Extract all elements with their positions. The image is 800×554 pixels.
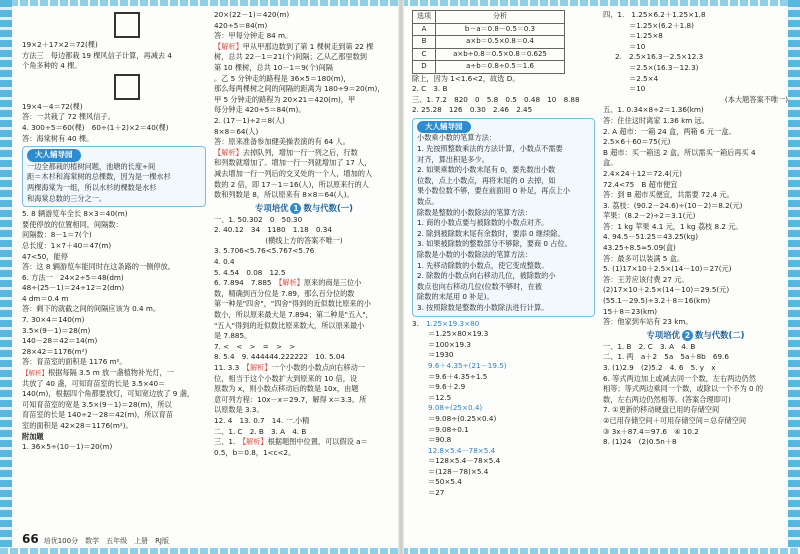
tip-line: 两棵海棠为一组，所以水杉的棵数是水杉 <box>27 182 157 192</box>
text-line: 2.5×6＋60＝75(元) <box>603 137 671 147</box>
table-row <box>413 36 565 49</box>
table-header-row <box>413 11 565 24</box>
calc-line: ＝50×5.4 <box>428 477 462 487</box>
text-line: 方法三 每边都栽 19 棵风信子计算，再减去 4 <box>22 50 172 60</box>
table-cell: D <box>413 61 436 74</box>
section-subtitle: 数与代数(二) <box>694 329 745 340</box>
explain-line: 共放了 40 盏，可知育苗室的长是 3.5×40＝ <box>22 378 166 388</box>
text-line: 3. 荔枝：(90.2－24.6)÷(10－2)＝8.2(元) <box>603 200 743 210</box>
tip-line: 一边全都栽的植树问题，池塘的长度÷间 <box>27 161 156 171</box>
explain-line: 减去增加一行一列后的交叉处的一个人，增加的人 <box>214 168 373 178</box>
square-figure <box>114 12 140 38</box>
text-line: 答：甲每分钟走 84 m。 <box>214 31 293 41</box>
answer-line: 7. < < > = > > <box>214 341 296 351</box>
explain-line: 那么每两棵树之间的间隔的距离为 180÷9＝20(m)， <box>214 84 385 94</box>
column-2 <box>214 10 394 458</box>
text-line: 6. 方法一 24×2÷5＝48(dm) <box>22 272 124 282</box>
explain-line: 和列数就增加了。增加一行一列就增加了 17 人， <box>214 158 372 168</box>
answer-line: 6. 等式两边加上或减去同一个数，左右两边仍然 <box>603 373 756 383</box>
text-line: 苹果：(8.2－2)÷2＝3.1(元) <box>603 211 696 221</box>
calc-line: ＝1.25×80×19.3 <box>428 329 489 339</box>
explain-tag: 【解析】 <box>278 278 304 288</box>
answer-text: 三、1. <box>214 437 236 447</box>
table-cell: B <box>413 36 436 49</box>
explain-line <box>214 42 394 53</box>
tip-line: 数点也向右移动几位(位数不够时，在被 <box>417 281 542 291</box>
section-number: 2 <box>682 330 693 341</box>
section-number: 1 <box>290 203 301 214</box>
table-cell: C <box>413 48 436 61</box>
section-title: 专项培优 <box>254 202 289 213</box>
explain-line: 位，相当于这个小数扩大到原来的 10 倍，设 <box>214 373 358 383</box>
explain-tag: 【解析】 <box>214 41 243 51</box>
text-line: 28×42＝1176(m²) <box>22 346 88 356</box>
answer-line: 3. 5.706<5.76<5.767<5.76 <box>214 246 315 256</box>
calc-expression: 12.8×5.4－78×5.4 <box>428 445 496 455</box>
text-line: 2. (17－1)÷2＝8(人) <box>214 115 285 125</box>
text-line: ＝1.25×(6.2＋1.8) <box>629 20 694 30</box>
text-line: 140－28＝42＝14(m) <box>22 336 98 346</box>
tip-line: 除数是整数的小数除法的笔算方法： <box>417 207 533 217</box>
explain-text: 一个小数的小数点向右移动一 <box>271 363 365 372</box>
text-line: 2. C 3. B <box>412 84 448 94</box>
text-line: 除上，因为 1<1.6<2，故选 D。 <box>412 73 520 83</box>
calc-line: ＝12.5 <box>428 392 452 402</box>
explain-text: 原来的商是三位小 <box>303 278 362 288</box>
calc-line <box>412 319 595 330</box>
explain-line: 数，精确到百分位是 7.89，那么百分位的数 <box>214 288 355 298</box>
text-line: 19×4－4＝72(棵) <box>22 101 83 111</box>
tip-title: 大人辅导园 <box>27 149 81 162</box>
tip-line: 1. 商的小数点要与被除数的小数点对齐。 <box>417 218 549 228</box>
left-border <box>0 0 12 554</box>
text-line: 答：他家到车站有 23 km。 <box>603 317 693 327</box>
text-line: 答：1 kg 苹果 4.1 元，1 kg 荔枝 8.2 元。 <box>603 221 743 231</box>
text-line: 答：育苗室的面积是 1176 m²。 <box>22 357 127 367</box>
answer-line: 二、1. 两 a＋2 5a 5a＋8b 69.6 <box>603 352 729 362</box>
explain-line: 原数为 x，则小数点移动后的数是 10x，由题 <box>214 384 359 394</box>
tip-line: 距＝木杉和海棠树的总棵数，因为是一棵水杉 <box>27 172 171 182</box>
answer-line: 4. 0.4 <box>214 257 235 267</box>
answer-line: 数，左右两边仍然相等。(答案合理即可) <box>603 394 731 404</box>
explain-line: "五入"得到的近似数比原来数大，所以原来最小 <box>214 320 365 330</box>
explain-line: 室的面积是 42×28＝1176(m²)。 <box>22 421 133 430</box>
tip-line: 3. 如果被除数的整数部分不够除，要商 0 占位。 <box>417 239 572 249</box>
tip-line: 2. 除数的小数点向右移动几位，被除数的小 <box>417 271 556 281</box>
text-line: 7. 30×4＝140(m) <box>22 315 85 325</box>
text-line: 答：最多可以装满 5 盒。 <box>603 253 685 263</box>
explain-line: 是 7.885。 <box>214 331 252 341</box>
explain-line: 意可列方程：10x－x＝29.7，解得 x＝3.3。所 <box>214 394 367 404</box>
answer-line: 3. (1)2.9 (2)5.2 4. 6 5. y x <box>603 363 716 372</box>
explain-line: 数的 2 倍，即 17－1＝16(人)，所以原来行的人 <box>214 179 369 189</box>
square-figure <box>114 74 140 100</box>
text-line: 答：剩下的就截之间的间隔应该为 0.4 m。 <box>22 304 161 314</box>
text-line: 3.5×(9－1)＝28(m) <box>22 325 91 335</box>
bonus-heading: 附加题 <box>22 431 44 441</box>
explain-line: 第一种是"四舍"，"四舍"得到的近似数比原来的小 <box>214 299 371 309</box>
text-line: ＝10 <box>629 41 646 51</box>
tip-line: 1. 先移动除数的小数点，使它变成整数。 <box>417 260 549 270</box>
table-cell: a×b÷0.8＝0.5×0.8＝0.625 <box>436 48 565 61</box>
explain-tag: 【解析】 <box>242 437 268 447</box>
text-line: 五、1. 0.34×8÷2＝1.36(km) <box>603 105 704 115</box>
section-title: 专项培优 <box>646 329 680 340</box>
explain-text: 根据每隔 3.5 m 放一盏植物补光灯，一 <box>48 368 174 378</box>
table-cell: A <box>413 23 436 36</box>
calc-line: ＝9.08÷0.1 <box>428 424 469 434</box>
tip-line: 小数乘小数的笔算方法： <box>417 133 497 143</box>
calc-expression: 9.6＋4.35÷(21－19.5) <box>428 360 507 370</box>
explain-line: 。乙 5 分钟走的路程是 36×5＝180(m)， <box>214 73 351 83</box>
text-line: 8×8＝64(人) <box>214 126 259 136</box>
text-line: 19×2＋17×2＝72(棵) <box>22 40 98 49</box>
explain-line: 甲 5 分钟走的路程为 20×21＝420(m)，甲 <box>214 94 356 104</box>
text-line: 答：一共栽了 72 棵风信子。 <box>22 112 115 122</box>
text-line: 4. 300÷5＝60(棵) 60÷(1＋2)×2＝40(棵) <box>22 122 169 132</box>
answer-line: ②已用存储空间＋可用存储空间＝总存储空间 <box>603 415 747 425</box>
tip-line: 对齐，算出积是多少。 <box>417 154 489 164</box>
text-line: 1. 36×5÷(10－1)＝20(m) <box>22 442 113 452</box>
answer-line: 7. ①更新的移动硬盘已用的存储空间 <box>603 405 720 415</box>
text-line: 四、1. 1.25×6.2＋1.25×1.8 <box>603 10 706 19</box>
text-line: ＝2.5×4 <box>629 73 659 83</box>
calc-line: ＝128×5.4－78×5.4 <box>428 456 501 466</box>
text-line: 答：王芳应该付费 27 元。 <box>603 274 689 284</box>
calc-expression: 9.08÷(25×0.4) <box>428 403 483 413</box>
explain-tag: 【解析】 <box>246 363 272 372</box>
explain-line: 每分钟走 420÷5＝84(m)。 <box>214 105 306 115</box>
explain-line: 育苗室的长是 140÷2－28＝42(m)，所以育苗 <box>22 410 173 420</box>
text-line: (2)17×10＋2.5×(14－10)＝29.5(元) <box>603 285 730 295</box>
column-1 <box>22 10 206 453</box>
explain-tag: 【解析】 <box>214 147 243 157</box>
text-line: ＝1.25×8 <box>629 31 663 41</box>
tip-line: 数点。 <box>417 197 439 207</box>
explain-line <box>22 368 206 379</box>
answer-line: 一、1. 50.302 0 50.30 <box>214 214 303 224</box>
explain-line: 以原数是 3.3。 <box>214 405 264 415</box>
text-line: 4 dm＝0.4 m <box>22 293 69 303</box>
section-heading <box>214 201 394 215</box>
text-line: 72.4<75 B 超市便宜 <box>603 179 678 189</box>
table-row <box>413 48 565 61</box>
book-spine <box>398 0 404 554</box>
answer-line: 2. 40.12 34 1180 1.18 0.34 <box>214 225 332 235</box>
answer-line: 12. 4 13. 0.7 14. 一.小精 <box>214 415 310 425</box>
answer-line: 8. (1)24 (2)0.5n＋8 <box>603 437 677 447</box>
tip-title: 大人辅导园 <box>417 121 471 134</box>
text-line: 间隔数：8－1＝7(个) <box>22 230 92 240</box>
table-cell: a×b＝0.5×0.8＝0.4 <box>436 36 565 49</box>
explain-line: 数小，所以原来最大是 7.894；第二种是"五入"， <box>214 310 373 320</box>
text-line: 2.4×24＋12＝72.4(元) <box>603 168 682 178</box>
explain-line: 数和列数是 8，所以原来有 8×8＝64(人)。 <box>214 190 354 200</box>
calc-line: ＝90.8 <box>428 435 452 445</box>
text-line: 个角多种的 4 棵。 <box>22 61 82 71</box>
calc-line: ＝1930 <box>428 350 454 360</box>
calc-line: ＝27 <box>428 488 445 498</box>
text-line: 20×(22－1)＝420(m) <box>214 10 290 19</box>
answer-line: 一、1. B 2. C 3. A 4. B <box>603 341 696 351</box>
text-line: 4. 94.5－51.25＝43.25(kg) <box>603 232 699 242</box>
explain-line: 第 10 棵树，总共 10－1＝9(个)间隔 <box>214 62 333 72</box>
page-number: 66 <box>22 532 39 546</box>
text-line: 盒。 <box>603 158 618 168</box>
text-line: 5. 8 辆游览车全长 8×3＝40(m) <box>22 209 128 219</box>
answer-text: 6. 7.894 7.885 <box>214 278 272 288</box>
tip-line: 1. 先按照整数乘法的方法计算，小数点不需要 <box>417 144 563 154</box>
explain-line: 树，总共 22－1＝21(个)间隔；乙从乙那里数到 <box>214 52 367 62</box>
explain-text: 根据题图中位置，可以假设 a＝ <box>267 437 368 447</box>
text-line: 答：到 B 超市买便宜，共需要 72.4 元。 <box>603 190 734 200</box>
column-3 <box>412 10 595 499</box>
text-line: 47<50，能停 <box>22 251 68 261</box>
tip-box <box>412 118 595 317</box>
answer-line <box>214 363 394 374</box>
table-cell: a÷b＝0.8÷0.5＝1.6 <box>436 61 565 74</box>
column-4 <box>603 10 788 448</box>
explain-text: 甲从甲那边数到了第 1 棵树走到第 22 棵 <box>242 41 374 51</box>
calc-line: ＝9.08÷(0.25×0.4) <box>428 413 497 423</box>
table-header-cell: 选项 <box>413 11 436 24</box>
tip-line: 除数的末尾用 0 补足)。 <box>417 292 494 302</box>
answer-line: 5. 4.54 0.08 12.5 <box>214 267 286 277</box>
explain-line: 可知育苗室的宽是 3.5×(9－1)＝28(m)，所以 <box>22 399 172 409</box>
text-line: 答：住住这时离家 1.36 km 远。 <box>603 115 709 125</box>
text-line: 43.25÷8.5≈5.09(盒) <box>603 243 676 253</box>
explain-line: 140(m)，根据四个角都要放灯，可知宽边放了 9 盏， <box>22 389 195 399</box>
text-line: B 超市：买一箱送 2 盒，所以需买一箱后再买 4 <box>603 147 756 157</box>
calc-line: ＝9.6＋2.9 <box>428 382 466 392</box>
table-row <box>413 61 565 74</box>
calc-expression: 1.25×19.3×80 <box>426 318 480 328</box>
question-number: 3. <box>412 318 419 328</box>
tip-line: 2. 除到被除数末尾有余数时，要添 0 继续除。 <box>417 228 565 238</box>
table-cell: b－a＝0.8－0.5＝0.3 <box>436 23 565 36</box>
answer-line <box>214 278 394 289</box>
text-line: 48÷(25－1)＝24÷12＝2(dm) <box>22 283 125 293</box>
text-line: 2. 2.5×16.3－2.5×12.3 <box>615 52 704 62</box>
explain-text: 去掉队列，增加一行一列之后，行数 <box>242 147 358 157</box>
tip-line: 3. 按照除数是整数的小数除法进行计算。 <box>417 302 549 312</box>
answer-line: 8. 5.4 9. 444444.222222 10. 5.04 <box>214 352 345 362</box>
answer-text: 11. 3.3 <box>214 363 240 372</box>
tip-line: 除数是小数的小数除法的笔算方法： <box>417 250 533 259</box>
tip-line: 和海棠总数的三分之一。 <box>27 193 107 203</box>
tip-line: 果小数位数不够，要在前面用 0 补足，再点上小 <box>417 186 570 196</box>
calc-line: ＝9.6＋4.35÷1.5 <box>428 371 488 381</box>
text-line: 答：这 8 辆游览车能同时在这条路的一侧停放。 <box>22 262 175 272</box>
text-line: (55.1－29.5)÷3.2＋8＝16(km) <box>603 296 711 306</box>
answer-line: 二、1. C 2. B 3. A 4. B <box>214 426 307 436</box>
calc-line: ＝(128－78)×5.4 <box>428 466 489 476</box>
table-row <box>413 23 565 36</box>
text-line: 420÷5＝84(m) <box>214 20 268 30</box>
explain-line: 0.5，b＝0.8，1<c<2。 <box>214 447 296 457</box>
answer-note: (横线上方的答案不唯一) <box>265 235 343 245</box>
text-line: 2. 25.28 126 0.30 2.46 2.45 <box>412 105 533 115</box>
text-line: ＝2.5×(16.3－12.3) <box>629 62 699 72</box>
section-subtitle: 数与代数(一) <box>303 202 354 213</box>
calc-line: ＝100×19.3 <box>428 339 471 349</box>
section-heading <box>603 328 788 342</box>
answer-line: 相等；等式两边乘同一个数，或除以一个不为 0 的 <box>603 384 764 394</box>
text-line: 15＋8＝23(km) <box>603 306 658 316</box>
text-line: 三、1. 7.2 820 0 5.8 0.5 0.48 10 8.88 <box>412 94 580 104</box>
tip-line: 2. 如果乘数的小数末尾有 0，要先数出小数 <box>417 165 556 175</box>
text-line: 总长度：1×7＋40＝47(m) <box>22 240 112 250</box>
page-footer <box>22 532 169 546</box>
tip-box <box>22 146 206 207</box>
explain-tag: 【解析】 <box>22 369 48 378</box>
text-line: 要使停放的位置相同，间隔数： <box>22 219 123 229</box>
text-line: 答：原来准备参加健美操表演的有 64 人。 <box>214 137 350 147</box>
answer-line: ③ 3x＋87.4＝97.6 ④ 10.2 <box>603 426 699 436</box>
text-line: 5. (1)17×10＋2.5×(14－10)＝27(元) <box>603 264 732 274</box>
answer-note: (本大题答案不唯一) <box>724 94 788 104</box>
book-title: 培优100分 数学 五年级 上册 RJ版 <box>43 537 169 545</box>
table-header-cell: 分析 <box>436 11 565 24</box>
tip-line: 位数，点上小数点，再将末尾的 0 去掉，如 <box>417 175 556 185</box>
answer-line <box>214 437 394 448</box>
right-border <box>788 0 800 554</box>
text-line: ＝10 <box>629 84 646 94</box>
text-line: 答：海棠树有 40 棵。 <box>22 133 94 143</box>
analysis-table <box>412 10 565 74</box>
explain-line <box>214 148 394 159</box>
text-line: 2. A 超市：一箱 24 盒，两箱 6 元一盒。 <box>603 126 736 136</box>
